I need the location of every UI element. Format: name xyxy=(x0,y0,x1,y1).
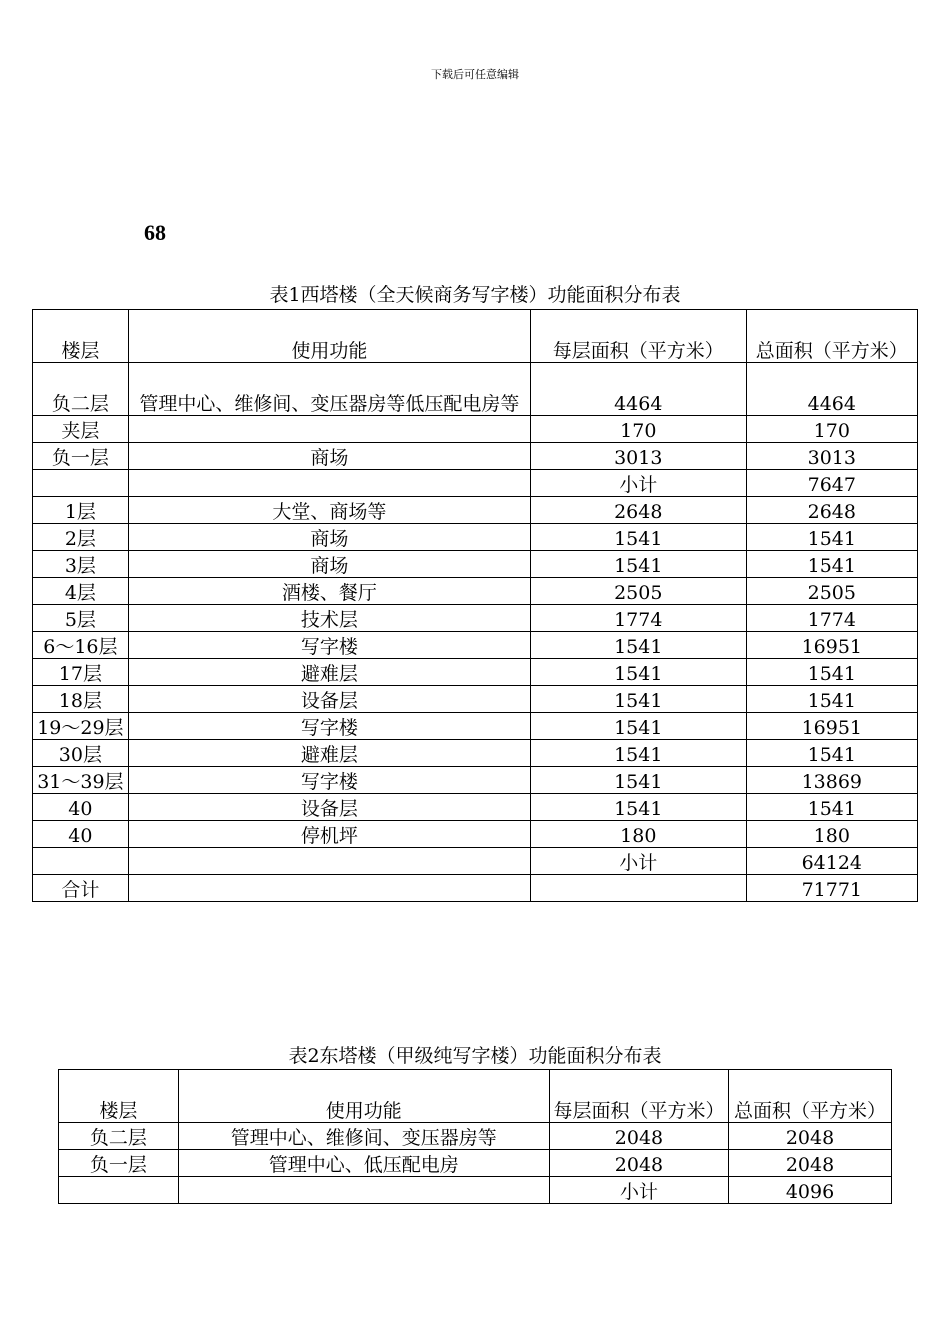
table1-cell: 1541 xyxy=(746,659,917,686)
table1-cell: 19～29层 xyxy=(33,713,129,740)
table2-cell: 2048 xyxy=(549,1123,728,1150)
table1-cell: 负一层 xyxy=(33,443,129,470)
table1-row xyxy=(33,794,918,821)
table1-cell: 写字楼 xyxy=(128,632,530,659)
table1-header-cell: 楼层 xyxy=(33,310,129,363)
table1-cell: 1541 xyxy=(746,551,917,578)
table1-cell: 小计 xyxy=(530,848,746,875)
table1-cell: 1541 xyxy=(530,659,746,686)
table1-cell: 写字楼 xyxy=(128,713,530,740)
table1-cell: 2505 xyxy=(746,578,917,605)
table1-row xyxy=(33,713,918,740)
table1-cell: 1541 xyxy=(530,551,746,578)
table1-row xyxy=(33,470,918,497)
table1-cell: 4464 xyxy=(530,363,746,416)
table1-cell: 1541 xyxy=(746,686,917,713)
table1-cell: 写字楼 xyxy=(128,767,530,794)
table1-cell: 2648 xyxy=(746,497,917,524)
table1-cell: 1541 xyxy=(746,524,917,551)
table1-cell: 避难层 xyxy=(128,740,530,767)
table1-row xyxy=(33,605,918,632)
table2-row xyxy=(59,1150,892,1177)
table1-row xyxy=(33,497,918,524)
table2-body xyxy=(59,1123,892,1204)
table1-cell: 商场 xyxy=(128,551,530,578)
table1-cell: 合计 xyxy=(33,875,129,902)
table1-cell: 180 xyxy=(746,821,917,848)
table1-cell: 7647 xyxy=(746,470,917,497)
table2-header-cell: 每层面积（平方米） xyxy=(549,1070,728,1123)
table2-cell: 2048 xyxy=(728,1123,891,1150)
table1-cell: 30层 xyxy=(33,740,129,767)
table2-cell: 4096 xyxy=(728,1177,891,1204)
table1-cell: 1层 xyxy=(33,497,129,524)
table1-row xyxy=(33,443,918,470)
table1-row xyxy=(33,659,918,686)
table1-row xyxy=(33,578,918,605)
page-number: 68 xyxy=(144,220,166,245)
table2-header-cell: 楼层 xyxy=(59,1070,179,1123)
table1-cell: 16951 xyxy=(746,713,917,740)
table1-cell: 大堂、商场等 xyxy=(128,497,530,524)
table2-cell: 负一层 xyxy=(59,1150,179,1177)
table1-row xyxy=(33,875,918,902)
table1-cell: 小计 xyxy=(530,470,746,497)
table2-header-cell: 总面积（平方米） xyxy=(728,1070,891,1123)
table2-cell: 负二层 xyxy=(59,1123,179,1150)
table1-cell: 1541 xyxy=(530,686,746,713)
table1-header-cell: 总面积（平方米） xyxy=(746,310,917,363)
table2-cell: 管理中心、维修间、变压器房等 xyxy=(178,1123,549,1150)
table2-east-tower xyxy=(58,1069,892,1204)
table1-row xyxy=(33,686,918,713)
table1-cell xyxy=(33,848,129,875)
table2-cell xyxy=(59,1177,179,1204)
table1-row xyxy=(33,416,918,443)
table1-header-cell: 每层面积（平方米） xyxy=(530,310,746,363)
table1-cell: 1541 xyxy=(746,740,917,767)
table1-cell xyxy=(128,875,530,902)
table1-cell: 3013 xyxy=(530,443,746,470)
table1-caption: 表1西塔楼（全天候商务写字楼）功能面积分布表 xyxy=(269,284,681,306)
table1-cell: 13869 xyxy=(746,767,917,794)
table2-cell xyxy=(178,1177,549,1204)
table2-cell: 管理中心、低压配电房 xyxy=(178,1150,549,1177)
table1-cell: 1774 xyxy=(746,605,917,632)
table1-cell: 1541 xyxy=(530,794,746,821)
table1-cell xyxy=(530,875,746,902)
table1-cell: 1541 xyxy=(746,794,917,821)
table1-cell: 18层 xyxy=(33,686,129,713)
table1-cell: 设备层 xyxy=(128,686,530,713)
table1-row xyxy=(33,740,918,767)
table1-cell: 1541 xyxy=(530,713,746,740)
table1-cell xyxy=(33,470,129,497)
table1-row xyxy=(33,632,918,659)
table1-body xyxy=(33,363,918,902)
table1-cell: 停机坪 xyxy=(128,821,530,848)
table1-cell: 技术层 xyxy=(128,605,530,632)
table1-cell: 夹层 xyxy=(33,416,129,443)
table1-cell: 2505 xyxy=(530,578,746,605)
table1-cell: 71771 xyxy=(746,875,917,902)
table1-cell: 负二层 xyxy=(33,363,129,416)
table1-cell: 170 xyxy=(530,416,746,443)
table1-cell: 1541 xyxy=(530,767,746,794)
table1-header-cell: 使用功能 xyxy=(128,310,530,363)
table1-cell: 40 xyxy=(33,794,129,821)
table1-row xyxy=(33,821,918,848)
table1-cell: 商场 xyxy=(128,443,530,470)
table1-cell xyxy=(128,470,530,497)
table1-cell: 商场 xyxy=(128,524,530,551)
table1-cell: 4464 xyxy=(746,363,917,416)
table1-cell: 3013 xyxy=(746,443,917,470)
table1-cell: 设备层 xyxy=(128,794,530,821)
table2-cell: 2048 xyxy=(728,1150,891,1177)
table1-cell xyxy=(128,848,530,875)
table2-cell: 小计 xyxy=(549,1177,728,1204)
table1-cell: 40 xyxy=(33,821,129,848)
table1-cell: 1541 xyxy=(530,740,746,767)
table2-cell: 2048 xyxy=(549,1150,728,1177)
table1-cell xyxy=(128,416,530,443)
table1-cell: 1774 xyxy=(530,605,746,632)
table1-row xyxy=(33,848,918,875)
table1-cell: 5层 xyxy=(33,605,129,632)
table1-cell: 酒楼、餐厅 xyxy=(128,578,530,605)
table1-west-tower xyxy=(32,309,918,902)
table1-cell: 2层 xyxy=(33,524,129,551)
table1-cell: 1541 xyxy=(530,524,746,551)
table1-row xyxy=(33,524,918,551)
table1-cell: 64124 xyxy=(746,848,917,875)
table1-cell: 6～16层 xyxy=(33,632,129,659)
table1-cell: 避难层 xyxy=(128,659,530,686)
table1-row xyxy=(33,551,918,578)
table1-cell: 4层 xyxy=(33,578,129,605)
table2-header xyxy=(59,1070,892,1123)
table1-cell: 3层 xyxy=(33,551,129,578)
table1-cell: 1541 xyxy=(530,632,746,659)
table2-header-cell: 使用功能 xyxy=(178,1070,549,1123)
table2-row xyxy=(59,1123,892,1150)
table1-cell: 2648 xyxy=(530,497,746,524)
table1-cell: 180 xyxy=(530,821,746,848)
table1-cell: 17层 xyxy=(33,659,129,686)
table1-cell: 16951 xyxy=(746,632,917,659)
table1-cell: 31～39层 xyxy=(33,767,129,794)
table1-cell: 管理中心、维修间、变压器房等低压配电房等 xyxy=(128,363,530,416)
table1-cell: 170 xyxy=(746,416,917,443)
table2-caption: 表2东塔楼（甲级纯写字楼）功能面积分布表 xyxy=(288,1045,662,1067)
page-header: 下载后可任意编辑 xyxy=(431,68,519,81)
table1-row xyxy=(33,363,918,416)
table1-header xyxy=(33,310,918,363)
table2-row xyxy=(59,1177,892,1204)
table1-row xyxy=(33,767,918,794)
